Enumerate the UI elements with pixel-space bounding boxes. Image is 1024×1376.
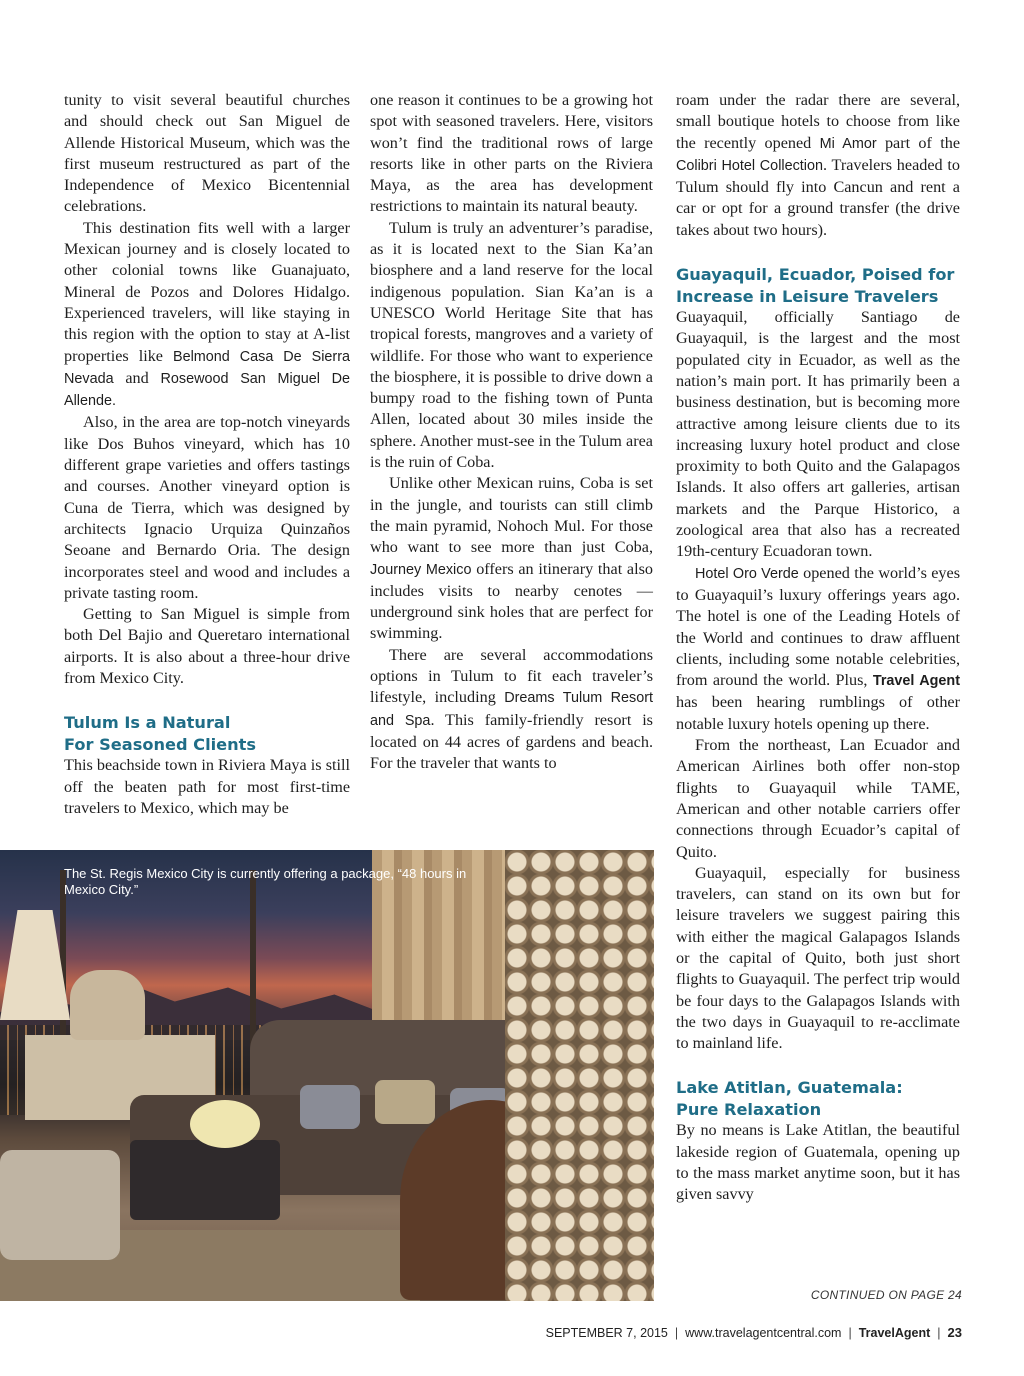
photo-caption: The St. Regis Mexico City is currently offering a package, “48 hours in Mexico City.” <box>64 866 467 897</box>
paragraph-text: There are several accommodations options in Tulum to fit each traveler’s lifestyle, including <box>370 645 653 707</box>
paragraph: From the northeast, Lan Ecuador and American Airlines both offer non-stop flights to Guayaquil while TAME, American and other notable carriers offer connections through Ecuador’s capital of Quito. <box>676 736 960 861</box>
coffee-table <box>130 1140 280 1220</box>
paragraph-text: part of the <box>876 133 960 152</box>
collection-name-colibri: Colibri Hotel Collection <box>676 157 823 174</box>
heading-line: Guayaquil, Ecuador, Poised for <box>676 265 955 285</box>
pillow <box>300 1085 360 1129</box>
paragraph <box>676 563 960 735</box>
section-heading-guayaquil <box>676 264 960 307</box>
section-heading-tulum <box>64 712 350 755</box>
paragraph-text: Unlike other Mexican ruins, Coba is set in the jungle, and tourists can still climb the main pyramid, Nohoch Mul. For those who want to see more than just Coba, <box>370 474 653 557</box>
heading-line: Lake Atitlan, Guatemala: <box>676 1078 903 1098</box>
hotel-name-belmond: Belmond Casa De Sierra Nevada <box>64 348 351 387</box>
paragraph-text: has been hearing rumblings of other notable luxury hotels opening up there. <box>676 693 960 733</box>
resort-name-dreams-tulum: Dreams Tulum Resort and Spa <box>370 690 653 729</box>
pillow <box>375 1080 435 1124</box>
paragraph-text: . Travelers headed to Tulum should fly into Cancun and rent a car or opt for a ground transfer (the drive takes about two hours). <box>676 155 960 239</box>
paragraph-text: roam under the radar there are several, small boutique hotels to choose from like the recently opened <box>676 91 960 152</box>
page-number: 23 <box>947 1325 962 1340</box>
paragraph-text: This destination fits well with a larger Mexican journey and is closely located to other colonial towns like Guanajuato, Mineral de Pozos and Dolores Hidalgo. Experienced travelers, will like staying in this region with the option to stay at A-list properties like <box>64 218 350 365</box>
section-heading-lake-atitlan <box>676 1077 960 1120</box>
paragraph: Tulum is truly an adventurer’s paradise, as it is located next to the Sian Ka’an biosphere and a land reserve for the local indigenous population. Sian Ka’an is a UNESCO World Heritage Site that has tropical forests, mangroves and a variety of wildlife. For those who want to experience the biosphere, it is possible to drive down a bumpy road to the fishing town of Punta Allen, located about 30 miles inside the sphere. Another must-see in the Tulum area is the ruin of Coba. <box>370 218 653 472</box>
footer-separator: | <box>848 1326 852 1340</box>
article-column-1 <box>64 90 350 819</box>
company-name-journey-mexico: Journey Mexico <box>370 561 472 578</box>
paragraph <box>64 218 350 413</box>
paragraph: By no means is Lake Atitlan, the beautiful lakeside region of Guatemala, opening up to the mass market anytime soon, but it has given savvy <box>676 1121 960 1204</box>
footer-separator: | <box>937 1326 941 1340</box>
paragraph: tunity to visit several beautiful churches and should check out San Miguel de Allende Historical Museum, which was the first museum restructured as part of the Independence of Mexico Bicentennial celebrations. <box>64 91 350 216</box>
paragraph: Guayaquil, officially Santiago de Guayaquil, is the largest and the most populated city in Ecuador, as well as the nation’s main port. It has primarily been a business destination, but is becoming more attractive among leisure clients due to its increasing luxury hotel product and close proximity to both Quito and the Galapagos Islands. It also offers art galleries, artisan markets and the Parque Historico, a zoological area that also has a recreated 19th-century Ecuadoran town. <box>676 308 960 561</box>
flower-arrangement <box>190 1100 260 1148</box>
website-url: www.travelagentcentral.com <box>685 1326 842 1340</box>
armchair <box>0 1150 120 1260</box>
paragraph: This beachside town in Riviera Maya is still off the beaten path for most first-time travelers to Mexico, which may be <box>64 756 350 817</box>
decorative-screen <box>505 850 654 1301</box>
paragraph-text: offers an itinerary that also includes visits to nearby cenotes — underground sink holes that are perfect for swimming. <box>370 559 654 643</box>
heading-line: Pure Relaxation <box>676 1099 822 1119</box>
paragraph <box>370 473 653 644</box>
heading-line: Tulum Is a Natural <box>64 713 231 733</box>
paragraph <box>676 90 960 241</box>
hotel-name-mi-amor: Mi Amor <box>819 135 877 152</box>
magazine-brand: TravelAgent <box>858 1326 931 1340</box>
heading-line: Increase in Leisure Travelers <box>676 286 939 306</box>
paragraph: Getting to San Miguel is simple from both Del Bajio and Queretaro international airports. It is also about a three-hour drive from Mexico City. <box>64 605 350 688</box>
vases <box>70 970 145 1040</box>
hotel-name-rosewood: Rosewood San Miguel De Allende. <box>64 370 351 410</box>
paragraph <box>370 645 653 775</box>
article-column-3 <box>676 90 960 1206</box>
heading-line: For Seasoned Clients <box>64 734 257 754</box>
brand-name-travel-agent: Travel Agent <box>872 673 960 690</box>
paragraph-text: opened the world’s eyes to Guayaquil’s luxury offerings years ago. The hotel is one of the Leading Hotels of the World and continues to draw affluent clients, including some notable celebrities, from around the world. Plus, <box>676 563 960 690</box>
hotel-room-photo <box>0 850 654 1301</box>
paragraph: one reason it continues to be a growing hot spot with seasoned travelers. Here, visitors won’t find the traditional rows of large resorts like in other parts on the Riviera Maya, as the area has development restrictions to maintain its natural beauty. <box>370 91 653 216</box>
paragraph: Guayaquil, especially for business travelers, can stand on its own but for leisure travelers we suggest pairing this with either the magical Galapagos Islands or the capital of Quito, both just short flights to Guayaquil. The perfect trip would be four days to the Galapagos Islands with the two days in Guayaquil to re-acclimate to mainland life. <box>676 863 960 1053</box>
article-column-2 <box>370 90 653 775</box>
footer-separator: | <box>674 1326 679 1340</box>
paragraph: Also, in the area are top-notch vineyards like Dos Buhos vineyard, which has 10 different grape varieties and offers tastings and courses. Another vineyard option is Cuna de Tierra, which was designed by architects Ignacio Urquiza Quinzaños Seoane and Bernardo Oria. The design incorporates steel and wood and includes a private tasting room. <box>64 413 350 602</box>
continued-notice: CONTINUED ON PAGE 24 <box>810 1288 962 1302</box>
page-footer <box>546 1325 962 1340</box>
hotel-name-oro-verde: Hotel Oro Verde <box>695 565 799 582</box>
paragraph-text: and <box>113 368 161 387</box>
issue-date: SEPTEMBER 7, 2015 <box>545 1326 668 1340</box>
paragraph-text: . This family-friendly resort is located on 44 acres of gardens and beach. For the traveler that wants to <box>370 710 653 773</box>
